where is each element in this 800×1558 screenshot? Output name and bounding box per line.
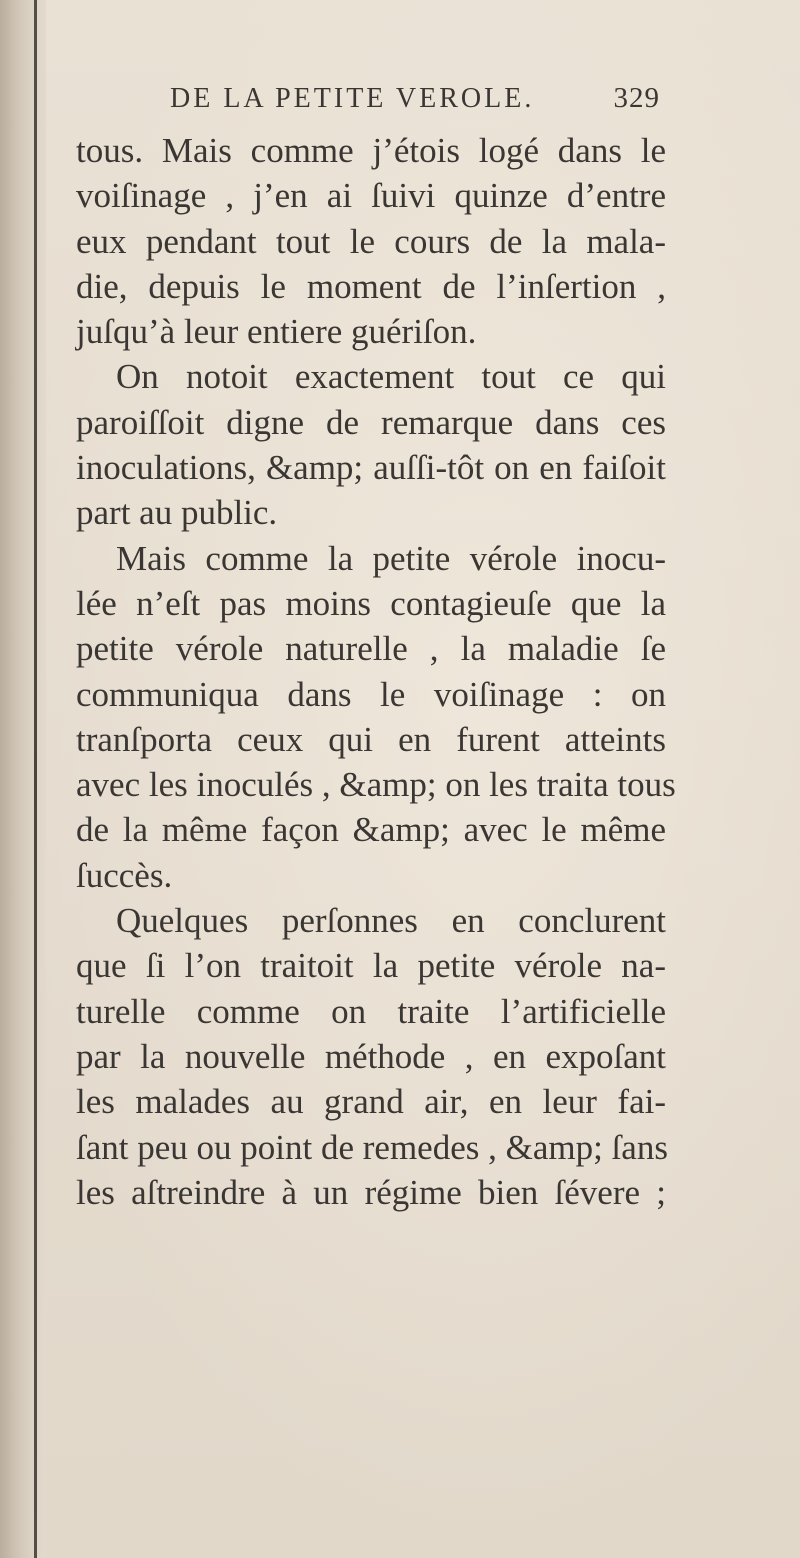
- body-text: [76, 128, 676, 1215]
- text-line: de la même façon &amp; avec le même: [76, 810, 666, 850]
- text-line: Mais comme la petite vérole inocu-: [116, 538, 666, 578]
- text-line: part au public.: [76, 493, 278, 533]
- text-line: turelle comme on traite l’artificielle: [76, 991, 666, 1031]
- text-line: avec les inoculés , &amp; on les traita tous: [76, 765, 676, 805]
- text-line: ſuccès.: [76, 855, 173, 895]
- text-line: juſqu’à leur entiere guériſon.: [76, 312, 477, 352]
- running-title: DE LA PETITE VEROLE.: [170, 83, 535, 114]
- text-line: les aſtreindre à un régime bien ſévere ;: [76, 1172, 666, 1212]
- binding-edge: [34, 0, 37, 1558]
- text-line: ſant peu ou point de remedes , &amp; ſans: [76, 1127, 668, 1167]
- page-number: 329: [613, 82, 660, 114]
- text-line: tranſporta ceux qui en furent atteints: [76, 719, 666, 759]
- text-line: par la nouvelle méthode , en expoſant: [76, 1036, 666, 1076]
- text-line: tous. Mais comme j’étois logé dans le: [76, 131, 666, 170]
- text-line: que ſi l’on traitoit la petite vérole na-: [76, 946, 666, 986]
- text-line: communiqua dans le voiſinage : on: [76, 674, 666, 714]
- text-line: inoculations, &amp; auſſi-tôt on en faiſoit: [76, 448, 666, 488]
- text-line: lée n’eſt pas moins contagieuſe que la: [76, 583, 666, 623]
- text-line: On notoit exactement tout ce qui: [116, 357, 666, 397]
- page-header: [170, 82, 660, 132]
- text-line: eux pendant tout le cours de la mala-: [76, 221, 666, 261]
- text-line: petite vérole naturelle , la maladie ſe: [76, 629, 666, 669]
- text-line: paroiſſoit digne de remarque dans ces: [76, 402, 666, 442]
- text-line: Quelques perſonnes en conclurent: [116, 901, 666, 941]
- text-line: voiſinage , j’en ai ſuivi quinze d’entre: [76, 176, 666, 216]
- text-line: die, depuis le moment de l’inſertion ,: [76, 266, 666, 306]
- page-gutter: [0, 0, 46, 1558]
- text-line: les malades au grand air, en leur fai-: [76, 1082, 666, 1122]
